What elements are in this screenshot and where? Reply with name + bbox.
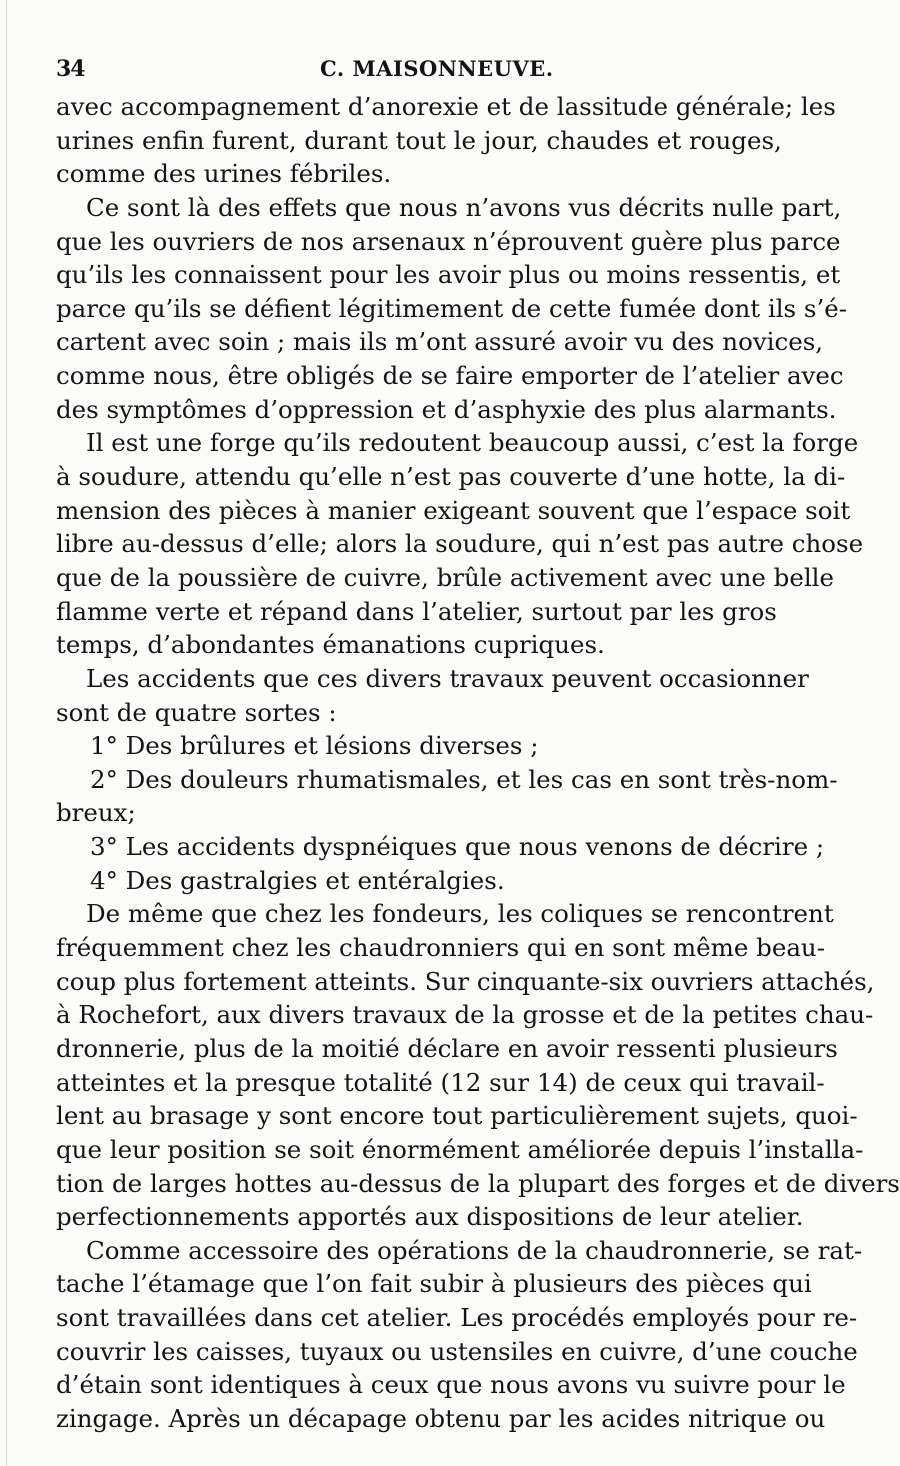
text-line: avec accompagnement d’anorexie et de lassitude générale; les xyxy=(56,92,836,121)
text-line: à Rochefort, aux divers travaux de la grosse et de la petites chau- xyxy=(56,1000,874,1030)
body-text xyxy=(56,90,900,1436)
list-item: 4° Des gastralgies et entéralgies. xyxy=(90,865,505,895)
text-line: mension des pièces à manier exigeant souvent que l’espace soit xyxy=(56,495,851,525)
text-line: Ce sont là des effets que nous n’avons vus décrits nulle part, xyxy=(86,192,842,222)
text-line: couvrir les caisses, tuyaux ou ustensiles en cuivre, d’une couche xyxy=(56,1336,858,1366)
page-header xyxy=(56,56,756,86)
text-line: urines enfin furent, durant tout le jour, chaudes et rouges, xyxy=(56,125,782,155)
text-line: que de la poussière de cuivre, brûle activement avec une belle xyxy=(56,562,835,592)
text-line: coup plus fortement atteints. Sur cinquante-six ouvriers attachés, xyxy=(56,966,875,996)
text-line: breux; xyxy=(56,798,136,828)
text-line: sont de quatre sortes : xyxy=(56,697,337,727)
text-line: flamme verte et répand dans l’atelier, surtout par les gros xyxy=(56,596,777,626)
text-line: zingage. Après un décapage obtenu par les acides nitrique ou xyxy=(56,1403,826,1433)
text-line: que leur position se soit énormément améliorée depuis l’installa- xyxy=(56,1134,864,1164)
text-line: libre au-dessus d’elle; alors la soudure, qui n’est pas autre chose xyxy=(56,529,864,559)
text-line: perfectionnements apportés aux dispositions de leur atelier. xyxy=(56,1202,804,1232)
text-line: temps, d’abondantes émanations cupriques. xyxy=(56,630,605,660)
text-line: comme nous, être obligés de se faire emporter de l’atelier avec xyxy=(56,361,844,391)
text-line: d’étain sont identiques à ceux que nous avons vu suivre pour le xyxy=(56,1370,846,1400)
text-line: parce qu’ils se défient légitimement de cette fumée dont ils s’é- xyxy=(56,293,848,323)
text-line: des symptômes d’oppression et d’asphyxie des plus alarmants. xyxy=(56,394,837,424)
list-item: 3° Les accidents dyspnéiques que nous venons de décrire ; xyxy=(90,832,825,862)
text-line: sont travaillées dans cet atelier. Les procédés employés pour re- xyxy=(56,1303,858,1333)
text-line: dronnerie, plus de la moitié déclare en avoir ressenti plusieurs xyxy=(56,1033,838,1063)
running-head: C. MAISONNEUVE. xyxy=(320,56,554,81)
text-line: Il est une forge qu’ils redoutent beaucoup aussi, c’est la forge xyxy=(86,428,859,458)
list-item: 1° Des brûlures et lésions diverses ; xyxy=(90,731,539,761)
list-item: 2° Des douleurs rhumatismales, et les cas en sont très-nom- xyxy=(90,764,838,794)
page-edge xyxy=(6,0,7,1466)
text-line: fréquemment chez les chaudronniers qui en sont même beau- xyxy=(56,933,825,963)
text-line: Comme accessoire des opérations de la chaudronnerie, se rat- xyxy=(86,1235,863,1265)
text-line: que les ouvriers de nos arsenaux n’éprouvent guère plus parce xyxy=(56,226,841,256)
text-line: Les accidents que ces divers travaux peuvent occasionner xyxy=(86,663,809,693)
text-line: cartent avec soin ; mais ils m’ont assuré avoir vu des novices, xyxy=(56,327,824,357)
text-line: lent au brasage y sont encore tout particulièrement sujets, quoi- xyxy=(56,1101,858,1131)
text-line: qu’ils les connaissent pour les avoir plus ou moins ressentis, et xyxy=(56,260,841,290)
text-line: tion de larges hottes au-dessus de la plupart des forges et de divers xyxy=(56,1168,900,1198)
text-line: comme des urines fébriles. xyxy=(56,159,392,189)
page-number: 34 xyxy=(56,56,85,82)
text-line: De même que chez les fondeurs, les coliques se rencontrent xyxy=(86,899,834,929)
text-line: tache l’étamage que l’on fait subir à plusieurs des pièces qui xyxy=(56,1269,812,1299)
text-line: à soudure, attendu qu’elle n’est pas couverte d’une hotte, la di- xyxy=(56,462,846,492)
text-line: atteintes et la presque totalité (12 sur 14) de ceux qui travail- xyxy=(56,1067,825,1097)
